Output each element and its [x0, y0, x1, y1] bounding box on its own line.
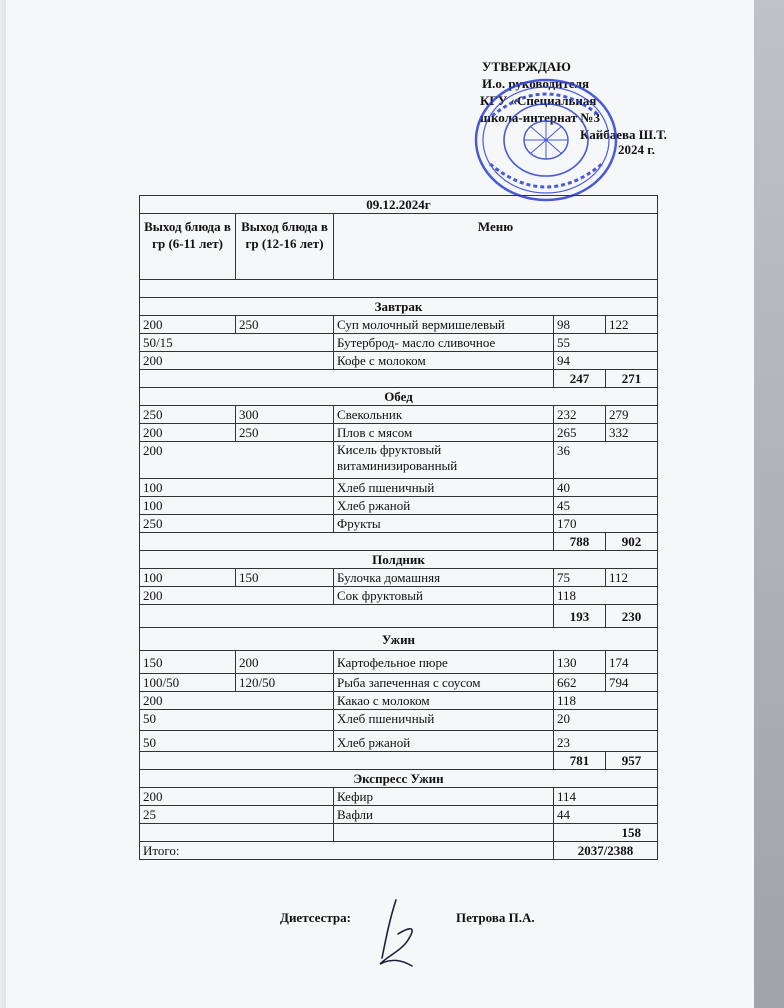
- dish-name: Кисель фруктовый витаминизированный: [334, 442, 554, 479]
- portion-large: 250: [236, 316, 334, 334]
- column-header-12-16: Выход блюда в гр (12-16 лет): [236, 214, 334, 280]
- portion-large: 120/50: [236, 674, 334, 692]
- section-total-row: [140, 533, 658, 551]
- round-seal-stamp: [472, 76, 620, 204]
- section-title-express-dinner: Экспресс Ужин: [140, 770, 658, 788]
- section-total-row: [140, 824, 658, 842]
- total-spacer: [140, 605, 554, 628]
- portion-small: 50: [140, 710, 334, 731]
- table-row: [140, 710, 658, 731]
- section-title-lunch: Обед: [140, 388, 658, 406]
- portion-small: 200: [140, 352, 334, 370]
- approval-date: 2024 г.: [618, 142, 655, 157]
- kcal-small: 36: [554, 442, 658, 479]
- total-kcal-large: 271: [606, 370, 658, 388]
- portion-small: 50/15: [140, 334, 334, 352]
- kcal-small: 118: [554, 587, 658, 605]
- kcal-large: 174: [606, 651, 658, 674]
- portion-small: 200: [140, 442, 334, 479]
- grand-total-row: [140, 842, 658, 860]
- total-kcal-small: 788: [554, 533, 606, 551]
- section-title-dinner: Ужин: [140, 628, 658, 651]
- portion-small: 200: [140, 692, 334, 710]
- kcal-small: 130: [554, 651, 606, 674]
- dish-name: Сок фруктовый: [334, 587, 554, 605]
- dish-name: Рыба запеченная с соусом: [334, 674, 554, 692]
- table-row: [140, 731, 658, 752]
- portion-small: 200: [140, 788, 334, 806]
- dish-name: Булочка домашняя: [334, 569, 554, 587]
- handwritten-signature: [368, 898, 428, 970]
- dish-name: Свекольник: [334, 406, 554, 424]
- portion-large: 150: [236, 569, 334, 587]
- table-row: [140, 442, 658, 479]
- kcal-small: 75: [554, 569, 606, 587]
- total-spacer: [334, 824, 554, 842]
- background-surface: [754, 0, 784, 1008]
- dietitian-label: Диетсестра:: [280, 910, 351, 925]
- kcal-large: 112: [606, 569, 658, 587]
- dish-name: Хлеб ржаной: [334, 497, 554, 515]
- dish-name: Хлеб ржаной: [334, 731, 554, 752]
- section-total-row: [140, 752, 658, 770]
- dish-name: Плов с мясом: [334, 424, 554, 442]
- total-kcal: 158: [554, 824, 658, 842]
- dish-name: Хлеб пшеничный: [334, 479, 554, 497]
- approval-organization-line2: школа-интернат №3: [480, 110, 600, 125]
- portion-small: 100: [140, 479, 334, 497]
- dish-name: Бутерброд- масло сливочное: [334, 334, 554, 352]
- total-kcal-large: 230: [606, 605, 658, 628]
- kcal-small: 45: [554, 497, 658, 515]
- approval-organization: КГУ «Специальная: [480, 93, 597, 108]
- table-row: [140, 569, 658, 587]
- kcal-large: 332: [606, 424, 658, 442]
- table-row: [140, 674, 658, 692]
- total-kcal-large: 957: [606, 752, 658, 770]
- kcal-large: 794: [606, 674, 658, 692]
- kcal-small: 94: [554, 352, 658, 370]
- kcal-small: 118: [554, 692, 658, 710]
- column-header-6-11: Выход блюда в гр (6-11 лет): [140, 214, 236, 280]
- kcal-small: 23: [554, 731, 658, 752]
- kcal-small: 55: [554, 334, 658, 352]
- kcal-large: 122: [606, 316, 658, 334]
- approval-title: УТВЕРЖДАЮ: [482, 59, 571, 74]
- table-row: [140, 692, 658, 710]
- table-row: [140, 651, 658, 674]
- total-kcal-small: 781: [554, 752, 606, 770]
- table-row: [140, 352, 658, 370]
- total-kcal-small: 247: [554, 370, 606, 388]
- dish-name: Картофельное пюре: [334, 651, 554, 674]
- dish-name: Суп молочный вермишелевый: [334, 316, 554, 334]
- kcal-small: 20: [554, 710, 658, 731]
- portion-large: 300: [236, 406, 334, 424]
- portion-small: 200: [140, 316, 236, 334]
- kcal-large: 279: [606, 406, 658, 424]
- menu-table: [139, 195, 658, 860]
- portion-small: 250: [140, 515, 334, 533]
- approval-position: И.о. руководителя: [482, 76, 590, 91]
- portion-large: 250: [236, 424, 334, 442]
- kcal-small: 170: [554, 515, 658, 533]
- total-spacer: [140, 370, 554, 388]
- empty-row: [140, 280, 658, 298]
- dish-name: Кефир: [334, 788, 554, 806]
- dish-name: Вафли: [334, 806, 554, 824]
- section-total-row: [140, 605, 658, 628]
- dish-name: Фрукты: [334, 515, 554, 533]
- portion-small: 50: [140, 731, 334, 752]
- portion-large: 200: [236, 651, 334, 674]
- table-row: [140, 806, 658, 824]
- total-kcal-small: 193: [554, 605, 606, 628]
- total-spacer: [140, 533, 554, 551]
- table-row: [140, 587, 658, 605]
- table-row: [140, 316, 658, 334]
- kcal-small: 98: [554, 316, 606, 334]
- portion-small: 100: [140, 569, 236, 587]
- date-header: 09.12.2024г: [140, 196, 658, 214]
- table-row: [140, 479, 658, 497]
- portion-small: 100/50: [140, 674, 236, 692]
- table-row: [140, 497, 658, 515]
- grand-total-value: 2037/2388: [554, 842, 658, 860]
- total-spacer: [140, 824, 334, 842]
- kcal-small: 265: [554, 424, 606, 442]
- table-row: [140, 406, 658, 424]
- portion-small: 150: [140, 651, 236, 674]
- portion-small: 200: [140, 587, 334, 605]
- table-row: [140, 788, 658, 806]
- kcal-small: 662: [554, 674, 606, 692]
- table-row: [140, 334, 658, 352]
- kcal-small: 44: [554, 806, 658, 824]
- section-total-row: [140, 370, 658, 388]
- total-kcal-large: 902: [606, 533, 658, 551]
- table-row: [140, 424, 658, 442]
- portion-small: 25: [140, 806, 334, 824]
- column-header-menu: Меню: [334, 214, 658, 280]
- total-spacer: [140, 752, 554, 770]
- portion-small: 200: [140, 424, 236, 442]
- section-title-snack: Полдник: [140, 551, 658, 569]
- dietitian-name: Петрова П.А.: [456, 910, 535, 925]
- approval-name: Кайбаева Ш.Т.: [580, 127, 667, 142]
- portion-small: 100: [140, 497, 334, 515]
- kcal-small: 232: [554, 406, 606, 424]
- dish-name: Какао с молоком: [334, 692, 554, 710]
- portion-small: 250: [140, 406, 236, 424]
- table-row: [140, 515, 658, 533]
- section-title-breakfast: Завтрак: [140, 298, 658, 316]
- dish-name: Хлеб пшеничный: [334, 710, 554, 731]
- kcal-small: 40: [554, 479, 658, 497]
- grand-total-label: Итого:: [140, 842, 554, 860]
- dish-name: Кофе с молоком: [334, 352, 554, 370]
- kcal-small: 114: [554, 788, 658, 806]
